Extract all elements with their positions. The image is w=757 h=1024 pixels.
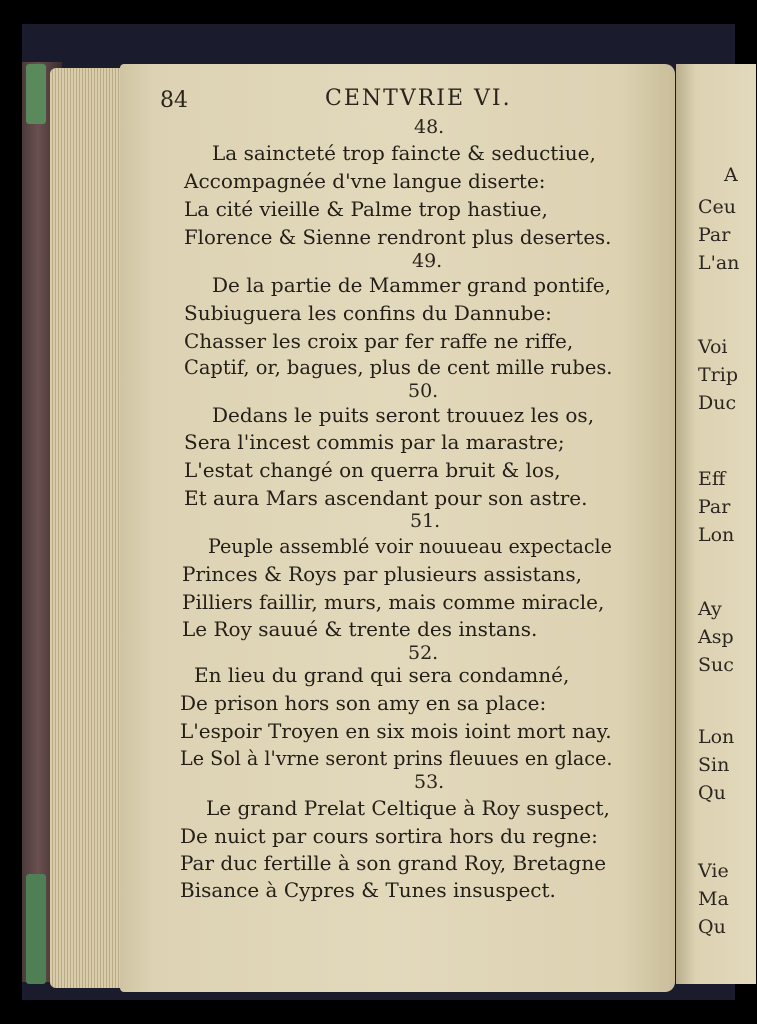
quatrain-number: 50. [408, 380, 439, 402]
facing-fragment: Qu [698, 782, 726, 804]
facing-fragment: Trip [698, 364, 738, 386]
facing-fragment: Ay [698, 598, 722, 620]
verse-line: De la partie de Mammer grand pontife, [212, 273, 611, 297]
verse-line: Par duc fertille à son grand Roy, Bretagne [180, 851, 607, 875]
facing-fragment: Voi [698, 336, 728, 358]
facing-fragment: Sin [698, 754, 730, 776]
facing-fragment: Qu [698, 916, 726, 938]
facing-fragment: Vie [698, 860, 729, 882]
verse-line: Le grand Prelat Celtique à Roy suspect, [206, 796, 610, 820]
facing-fragment: Lon [698, 524, 735, 546]
verse-line: Subiuguera les confins du Dannube: [184, 301, 552, 325]
quatrain-number: 52. [408, 642, 439, 664]
quatrain-number: 49. [412, 250, 443, 272]
quatrain-number: 51. [410, 510, 441, 532]
verse-line: Peuple assemblé voir nouueau expectacle [208, 534, 612, 558]
verse-line: Captif, or, bagues, plus de cent mille rubes. [184, 355, 613, 379]
verse-line: De nuict par cours sortira hors du regne: [180, 824, 598, 848]
verse-line: Princes & Roys par plusieurs assistans, [182, 562, 582, 586]
facing-fragment: L'an [698, 252, 740, 274]
facing-fragment: A [724, 164, 738, 186]
verse-line: En lieu du grand qui sera condamné, [194, 663, 570, 687]
page-number: 84 [160, 88, 188, 113]
verse-line: Bisance à Cypres & Tunes insuspect. [180, 878, 556, 902]
verse-line: L'espoir Troyen en six mois ioint mort nay. [180, 719, 612, 743]
verse-line: Chasser les croix par fer raffe ne riffe, [184, 329, 574, 353]
verse-line: De prison hors son amy en sa place: [180, 691, 547, 715]
right-page-fragment [676, 64, 756, 984]
facing-fragment: Ma [698, 888, 729, 910]
verse-line: Florence & Sienne rendront plus desertes. [184, 225, 612, 249]
verse-line: Accompagnée d'vne langue diserte: [184, 169, 546, 193]
verse-line: Dedans le puits seront trouuez les os, [212, 403, 595, 427]
verse-line: La saincteté trop faincte & seductiue, [212, 141, 596, 165]
facing-fragment: Par [698, 224, 731, 246]
running-head: CENTVRIE VI. [325, 86, 512, 111]
verse-line: Sera l'incest commis par la marastre; [184, 430, 565, 454]
facing-fragment: Ceu [698, 196, 737, 218]
facing-fragment: Eff [698, 468, 726, 490]
page-edges [50, 68, 130, 988]
cover-bookmark-top [26, 64, 46, 124]
quatrain-number: 53. [414, 771, 445, 793]
verse-line: Le Sol à l'vrne seront prins fleuues en glace. [180, 746, 613, 770]
verse-line: L'estat changé on querra bruit & los, [184, 458, 561, 482]
verse-line: La cité vieille & Palme trop hastiue, [184, 197, 548, 221]
cover-bookmark-bottom [26, 874, 46, 984]
verse-line: Et aura Mars ascendant pour son astre. [184, 486, 588, 510]
facing-fragment: Asp [698, 626, 734, 648]
facing-fragment: Lon [698, 726, 735, 748]
verse-line: Pilliers faillir, murs, mais comme miracle, [182, 590, 605, 614]
facing-fragment: Duc [698, 392, 737, 414]
facing-fragment: Par [698, 496, 731, 518]
quatrain-number: 48. [414, 116, 445, 138]
facing-fragment: Suc [698, 654, 734, 676]
verse-line: Le Roy sauué & trente des instans. [182, 617, 538, 641]
